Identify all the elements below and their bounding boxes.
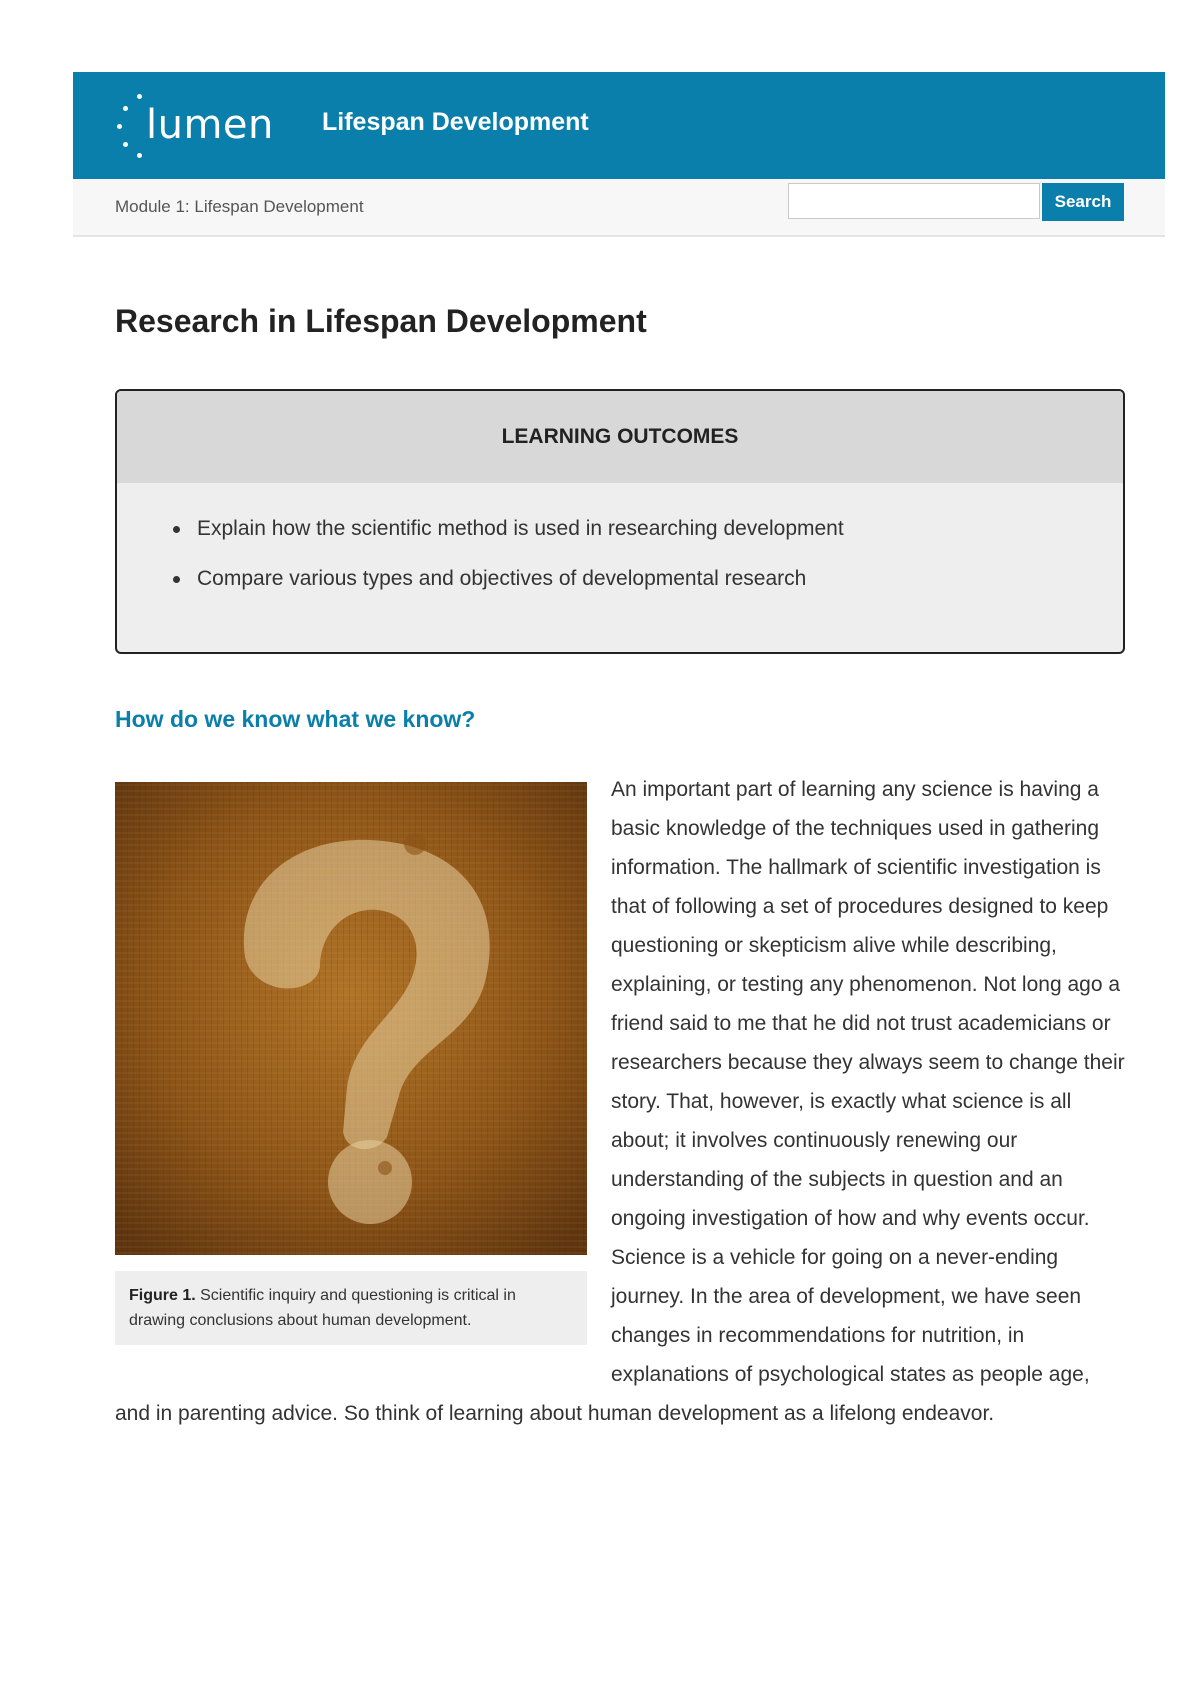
navigation-bar xyxy=(73,179,1165,237)
figure-caption xyxy=(115,1271,587,1345)
logo-dot xyxy=(117,124,122,129)
course-title[interactable]: Lifespan Development xyxy=(322,108,589,136)
question-mark-image xyxy=(115,782,587,1255)
figure xyxy=(115,782,587,1345)
page-title: Research in Lifespan Development xyxy=(115,303,647,339)
list-item: Compare various types and objectives of developmental research xyxy=(197,567,1123,591)
search-input[interactable] xyxy=(788,183,1040,219)
figure-caption-text: Scientific inquiry and questioning is critical in drawing conclusions about human development. xyxy=(129,1287,516,1329)
learning-outcomes-list xyxy=(117,483,1123,591)
lumen-logo[interactable] xyxy=(113,90,274,162)
logo-wordmark: lumen xyxy=(146,102,274,148)
breadcrumb[interactable]: Module 1: Lifespan Development xyxy=(115,197,364,216)
logo-dot xyxy=(137,153,142,158)
figure-label: Figure 1. xyxy=(129,1287,196,1304)
learning-outcomes-heading: LEARNING OUTCOMES xyxy=(117,391,1123,483)
logo-dot xyxy=(137,94,142,99)
search-button[interactable]: Search xyxy=(1042,183,1124,221)
learning-outcomes-box xyxy=(115,389,1125,654)
section-heading: How do we know what we know? xyxy=(115,706,476,732)
logo-dot xyxy=(123,106,128,111)
site-header xyxy=(73,72,1165,179)
list-item: Explain how the scientific method is used in researching development xyxy=(197,517,1123,541)
paragraph-text: An important part of learning any science is having a basic knowledge of the techniques used in gathering information. The hallmark of scientific investigation is that of following a set of procedures designed to keep questioning or skepticism alive while describing, explaining, or testing any phenomenon. Not long ago a friend said to me that he did not trust academicians or researchers because they always seem to change their story. That, however, is exactly what science is all about; it involves continuously renewing our understanding of the subjects in question and an ongoing investigation of how and why events occur. Science is a vehicle for going on a never-ending journey. In the area of development, we have seen changes in recommendations for nutrition, in explanations of psychological states as people age, and in parenting advice. So think of learning about human development as a lifelong endeavor. xyxy=(115,778,1125,1425)
logo-dot xyxy=(123,142,128,147)
